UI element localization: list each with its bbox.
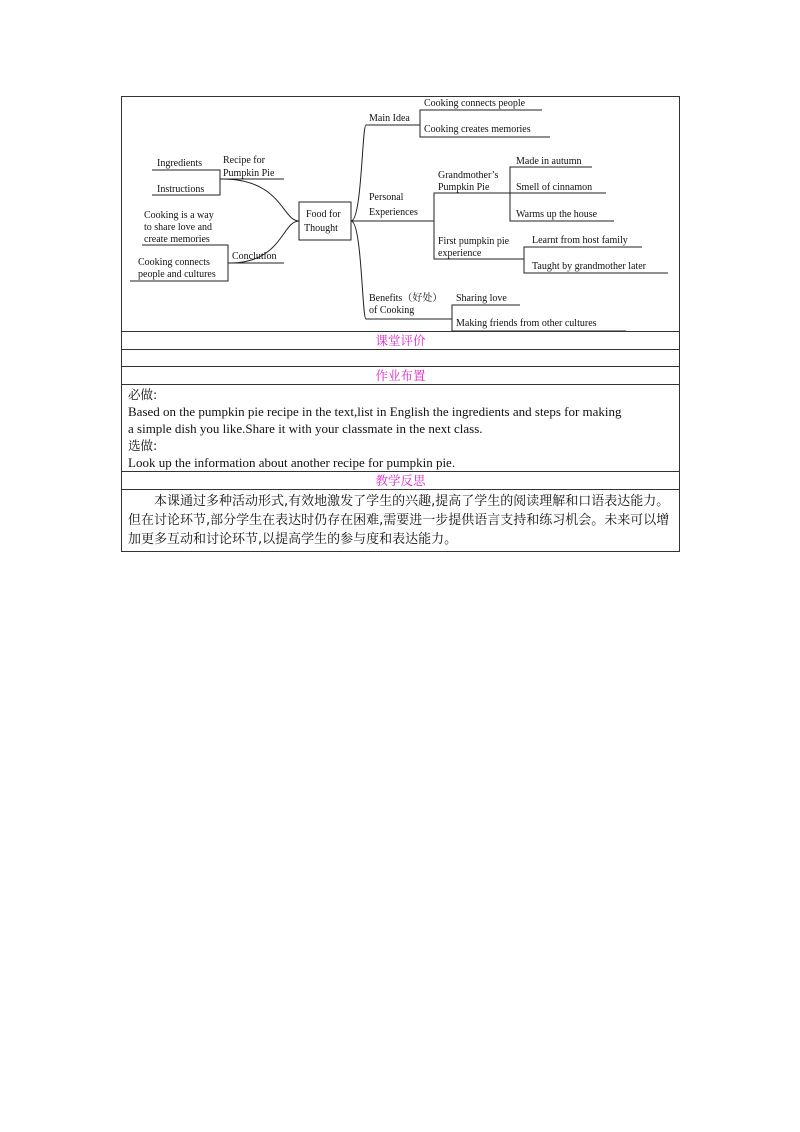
connector (450, 305, 520, 319)
required-label: 必做: (128, 387, 158, 402)
conclusion-leaf-1-line1: Cooking is a way (144, 210, 214, 221)
connector (432, 193, 508, 221)
recipe-node-line2: Pumpkin Pie (223, 168, 275, 179)
grandmother-leaf-3: Warms up the house (516, 209, 598, 220)
main-idea-node: Main Idea (369, 113, 410, 124)
conclusion-leaf-2-line1: Cooking connects (138, 257, 210, 268)
benefits-node-line1: Benefits（好处） (369, 293, 443, 304)
main-idea-leaf-1: Cooking connects people (424, 98, 526, 109)
connector (418, 110, 542, 125)
ingredients-leaf: Ingredients (157, 158, 202, 169)
center-node-line1: Food for (306, 209, 341, 220)
connector (152, 170, 222, 179)
center-node-box (299, 202, 351, 240)
reflection-header: 教学反思 (122, 472, 680, 490)
instructions-leaf: Instructions (157, 184, 205, 195)
reflection-text: 本课通过多种活动形式,有效地激发了学生的兴趣,提高了学生的阅读理解和口语表达能力。但在讨论环节,部分学生在表达时仍存在困难,需要进一步提供语言支持和练习机会。未来可以增加更多互动和讨论环节,以提高学生的参与度和表达能力。 (122, 490, 680, 552)
connector (351, 125, 366, 221)
first-pie-node-line2: experience (438, 248, 482, 259)
grandmother-leaf-2: Smell of cinnamon (516, 182, 593, 193)
personal-node-line2: Experiences (369, 207, 418, 218)
connector (351, 221, 366, 319)
conclusion-leaf-1-line3: create memories (144, 234, 210, 245)
first-pie-node-line1: First pumpkin pie (438, 236, 510, 247)
grandmother-node-line2: Pumpkin Pie (438, 182, 490, 193)
personal-node-line1: Personal (369, 192, 404, 203)
connector (222, 179, 299, 221)
homework-cell (122, 385, 680, 472)
benefits-leaf-1: Sharing love (456, 293, 507, 304)
lesson-plan-table (121, 96, 680, 552)
evaluation-blank-row (122, 350, 680, 367)
benefits-leaf-2: Making friends from other cultures (456, 318, 597, 329)
recipe-node-line1: Recipe for (223, 155, 265, 166)
conclusion-leaf-2-line2: people and cultures (138, 269, 216, 280)
required-text-line2: a simple dish you like.Share it with your classmate in the next class. (128, 421, 483, 436)
conclusion-leaf-1-line2: to share love and (144, 222, 213, 233)
optional-label: 选做: (128, 438, 158, 453)
main-idea-leaf-2: Cooking creates memories (424, 124, 531, 135)
grandmother-leaf-1: Made in autumn (516, 156, 582, 167)
first-pie-leaf-2: Taught by grandmother later (532, 261, 646, 272)
mind-map-cell (122, 97, 680, 332)
homework-header: 作业布置 (122, 367, 680, 385)
grandmother-node-line1: Grandmother’s (438, 170, 499, 181)
mind-map-diagram (122, 97, 681, 331)
first-pie-leaf-1: Learnt from host family (532, 235, 628, 246)
center-node-line2: Thought (304, 223, 338, 234)
conclusion-node: Conclution (232, 251, 277, 262)
required-text-line1: Based on the pumpkin pie recipe in the text,list in English the ingredients and steps for making (128, 404, 622, 419)
benefits-node-line2: of Cooking (369, 305, 415, 316)
connector (522, 247, 642, 259)
evaluation-header: 课堂评价 (122, 332, 680, 350)
optional-text: Look up the information about another recipe for pumpkin pie. (128, 455, 456, 470)
